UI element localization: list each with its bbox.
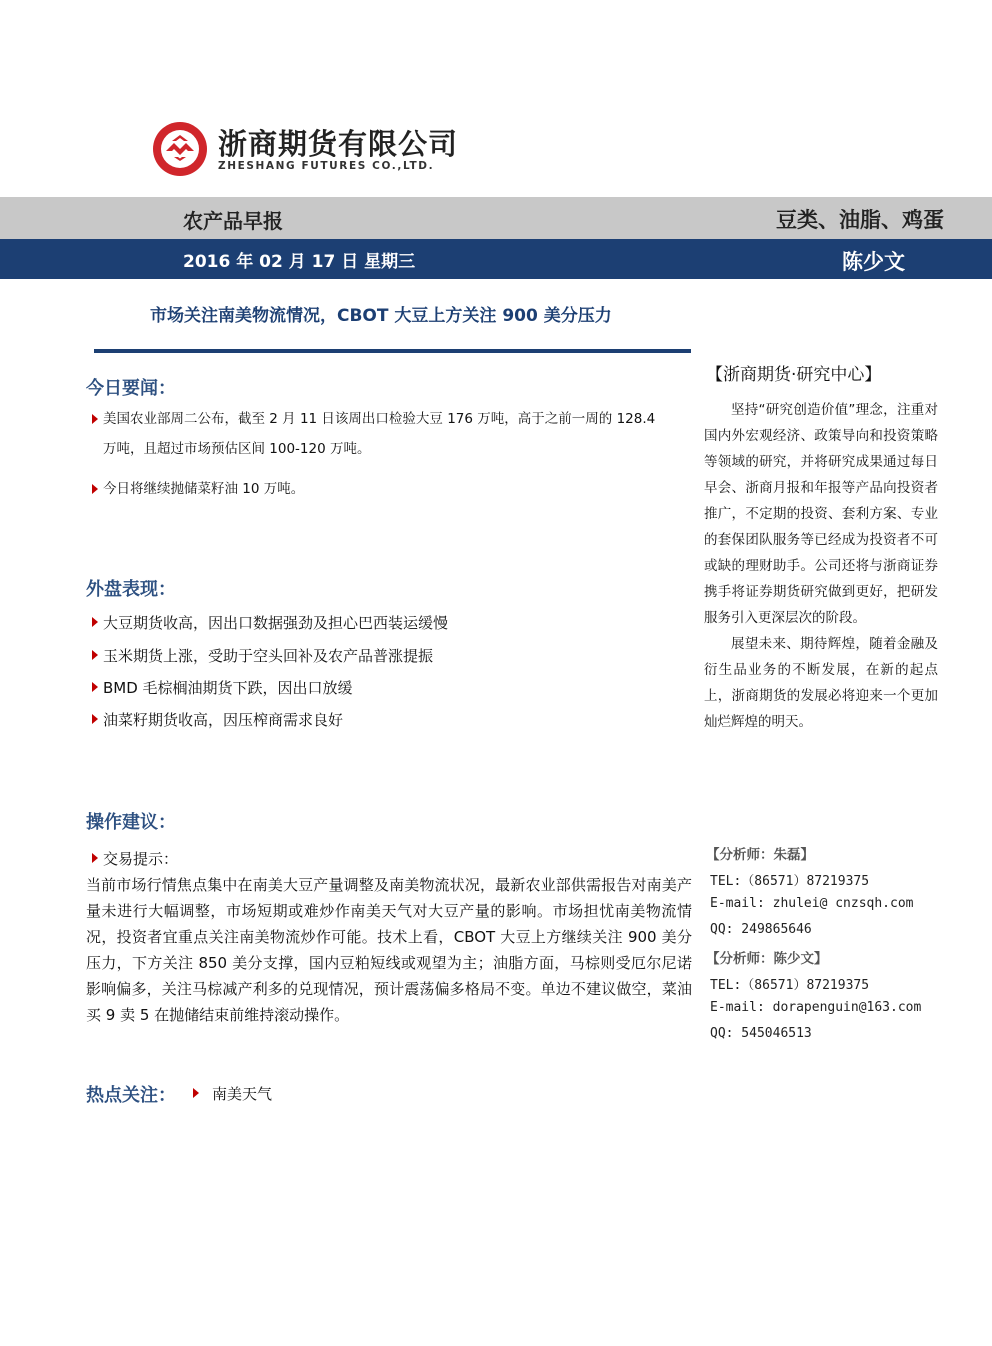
report-sectors: 豆类、油脂、鸡蛋 — [776, 208, 944, 232]
company-name-cn: 浙商期货有限公司 — [218, 127, 459, 161]
news-item-2: 今日将继续抛储菜籽油 10 万吨。 — [103, 481, 305, 497]
section-title-advice: 操作建议： — [86, 812, 176, 833]
bullet-icon — [92, 714, 98, 724]
analyst-2-tel: TEL:（86571）87219375 — [710, 978, 870, 993]
bullet-icon — [92, 853, 98, 863]
section-title-today: 今日要闻： — [86, 378, 176, 399]
company-logo-icon — [152, 121, 208, 177]
bullet-icon — [92, 682, 98, 692]
advice-text: 当前市场行情焦点集中在南美大豆产量调整及南美物流状况，最新农业部供需报告对南美产量未进行大幅调整，市场短期或难炒作南美天气对大豆产量的影响。市场担忧南美物流情况，投资者宜重点关注南美物流炒作可能。技术上看，CBOT 大豆上方继续关注 900 美分压力，下方关注 850 美分支撑，国内豆粕短线或观望为主；油脂方面，马棕则受厄尔尼诺影响偏多，关注马棕减产利多的兑现情况，预计震荡偏多格局不变。单边不建议做空，菜油买 9 卖 5 在抛储结束前维持滚动操作。 — [86, 876, 692, 1024]
analyst-2-title: 【分析师：陈少文】 — [706, 951, 828, 967]
section-title-hot: 热点关注： — [86, 1085, 176, 1106]
sidebar-paragraph-2: 展望未来、期待辉煌，随着金融及衍生品业务的不断发展，在新的起点上，浙商期货的发展必将迎来一个更加灿烂辉煌的明天。 — [704, 636, 938, 730]
analyst-1-qq: QQ: 249865646 — [710, 922, 812, 937]
sidebar-body — [704, 397, 938, 735]
analyst-2-qq: QQ: 545046513 — [710, 1026, 812, 1041]
sidebar-title: 【浙商期货·研究中心】 — [706, 365, 882, 385]
section-title-overseas: 外盘表现： — [86, 579, 176, 600]
overseas-item-2: 玉米期货上涨，受助于空头回补及农产品普涨提振 — [103, 647, 434, 665]
report-date: 2016 年 02 月 17 日 星期三 — [183, 252, 416, 272]
title-divider — [94, 349, 691, 353]
advice-label: 交易提示： — [103, 850, 179, 868]
analyst-1-tel: TEL:（86571）87219375 — [710, 874, 870, 889]
overseas-item-3: BMD 毛棕榈油期货下跌，因出口放缓 — [103, 679, 353, 697]
bullet-icon — [193, 1088, 199, 1098]
news-item-1-cont: 万吨，且超过市场预估区间 100-120 万吨。 — [103, 441, 371, 457]
company-name-en: ZHESHANG FUTURES CO.,LTD. — [218, 160, 435, 172]
hot-item: 南美天气 — [212, 1085, 273, 1103]
overseas-item-4: 油菜籽期货收高，因压榨商需求良好 — [103, 711, 344, 729]
analyst-2-email: E-mail: dorapenguin@163.com — [710, 1000, 922, 1015]
overseas-item-1: 大豆期货收高，因出口数据强劲及担心巴西装运缓慢 — [103, 614, 449, 632]
analyst-1-email: E-mail: zhulei@ cnzsqh.com — [710, 896, 914, 911]
bullet-icon — [92, 414, 98, 424]
bullet-icon — [92, 617, 98, 627]
sidebar-paragraph-1: 坚持“研究创造价值”理念，注重对国内外宏观经济、政策导向和投资策略等领域的研究，并将研究成果通过每日早会、浙商月报和年报等产品向投资者推广，不定期的投资、套利方案、专业的套保团队服务等已经成为投资者不可或缺的理财助手。公司还将与浙商证券携手将证券期货研究做到更好，把研发服务引入更深层次的阶段。 — [704, 402, 938, 626]
bullet-icon — [92, 650, 98, 660]
bullet-icon — [92, 484, 98, 494]
analyst-1-title: 【分析师：朱磊】 — [706, 847, 814, 863]
report-type: 农产品早报 — [183, 209, 283, 233]
news-item-1: 美国农业部周二公布，截至 2 月 11 日该周出口检验大豆 176 万吨，高于之前一周的 128.4 — [103, 411, 656, 427]
report-author: 陈少文 — [842, 250, 905, 274]
page-title: 市场关注南美物流情况，CBOT 大豆上方关注 900 美分压力 — [150, 306, 612, 326]
